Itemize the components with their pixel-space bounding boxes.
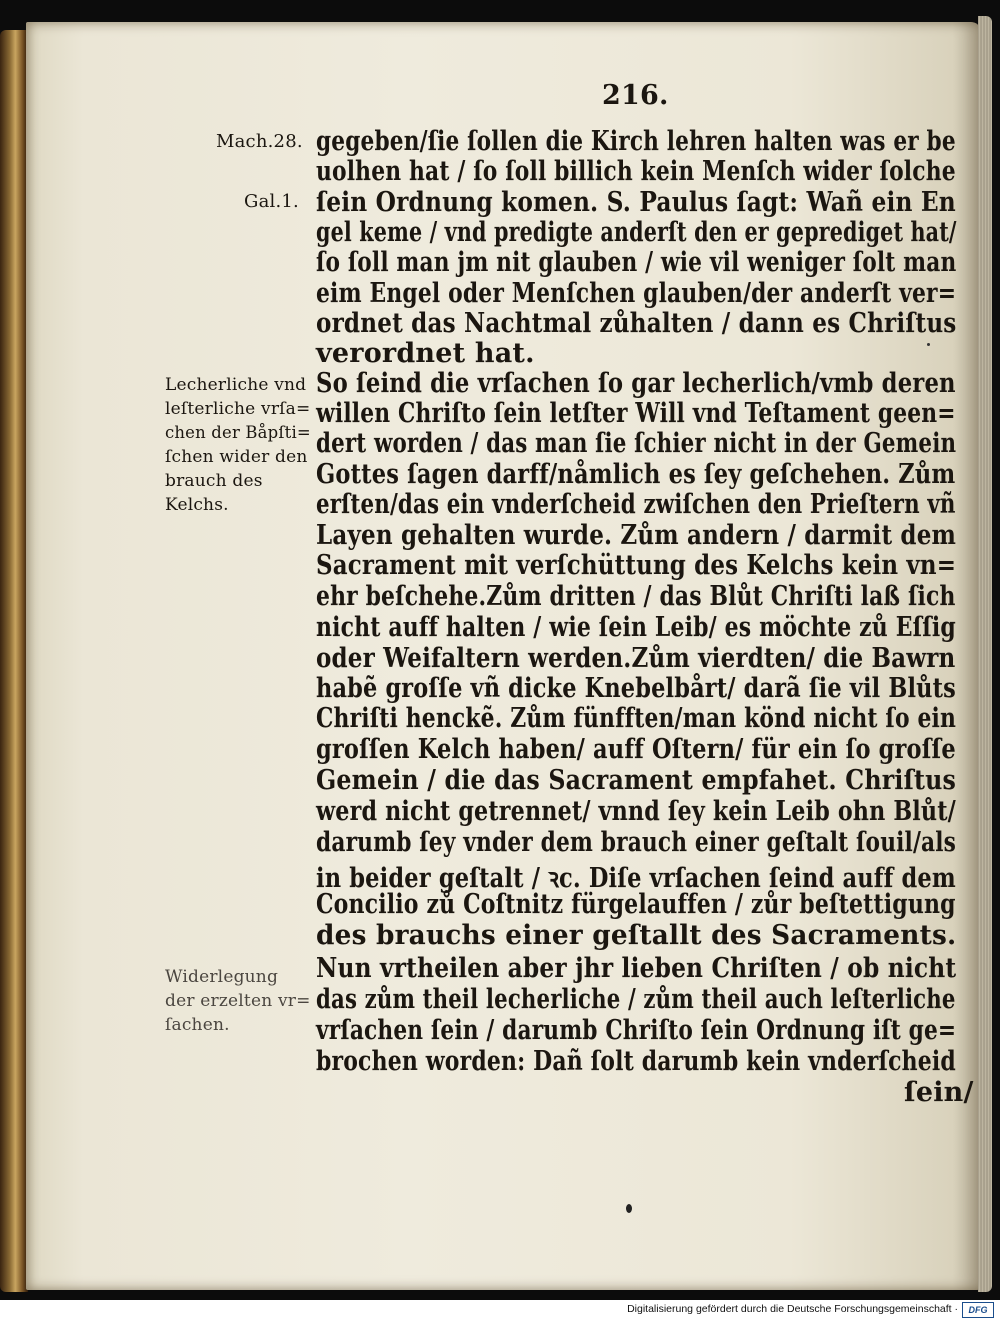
text-line: Concilio zů Coſtnitz fürgelauffen / zůr beſtettigung (316, 889, 956, 920)
margin-note-line: Kelchs. (165, 495, 229, 515)
page-ornament-mark (626, 1204, 632, 1213)
text-line: ſo ſoll man jm nit glauben / wie vil weniger ſolt man (316, 247, 957, 278)
text-line: darumb ſey vnder dem brauch einer geſtalt ſouil/als (316, 827, 957, 858)
dfg-logo-icon: DFG (962, 1302, 994, 1318)
text-line: werd nicht getrennet/ vnnd ſey kein Leib ohn Blůt/ (316, 796, 956, 827)
text-line: oder Weifaltern werden.Zům vierdten/ die Bawrn (316, 643, 956, 674)
margin-note-line: brauch des (165, 471, 263, 491)
text-line: groſſen Kelch haben/ auff Oſtern/ für ein ſo groſſe (316, 734, 956, 765)
text-line: gegeben/ſie ſollen die Kirch lehren halten was er be (316, 126, 956, 157)
book-edge (0, 30, 28, 1292)
text-line: das zům theil lecherliche / zům theil auch leſterliche (316, 984, 956, 1015)
margin-reference-matthew: Mach.28. (216, 131, 303, 152)
margin-note-line: chen der Båpſti= (165, 423, 311, 443)
text-line: Gemein / die das Sacrament empfahet. Chriſtus (316, 765, 957, 796)
text-line: Nun vrtheilen aber jhr lieben Chriſten / ob nicht (316, 953, 957, 984)
text-line: Gottes ſagen darff/nåmlich es ſey geſchehen. Zům (316, 459, 956, 490)
text-line: Sacrament mit verſchüttung des Kelchs kein vn= (316, 550, 957, 581)
footer-bar (0, 1300, 1000, 1319)
text-line: verordnet hat. (316, 338, 535, 369)
footer-funding-text: Digitalisierung gefördert durch die Deutsche Forschungsgemeinschaft · (627, 1303, 958, 1315)
catchword: ſein/ (904, 1077, 974, 1108)
margin-note-line: leſterliche vrſa= (165, 399, 311, 419)
margin-note-line: ſchen wider den (165, 447, 308, 467)
text-line: ehr beſchehe.Zům dritten / das Blůt Chriſti laß ſich (316, 581, 956, 612)
text-line: nicht auff halten / wie ſein Leib/ es möchte zů Eſſig (316, 612, 956, 643)
margin-note-line: der erzelten vr= (165, 991, 311, 1011)
margin-note-line: Widerlegung (165, 967, 279, 987)
margin-note-line: Lecherliche vnd (165, 375, 307, 395)
text-line: vrſachen ſein / darumb Chriſto ſein Ordnung iſt ge= (316, 1015, 957, 1046)
ink-speck (927, 343, 930, 346)
text-line: ſein Ordnung komen. S. Paulus ſagt: Wañ ein En (316, 187, 956, 218)
page-stack-edge (978, 16, 992, 1292)
text-line: gel keme / vnd predigte anderſt den er geprediget hat/ (316, 217, 957, 248)
text-line: brochen worden: Dañ ſolt darumb kein vnderſcheid (316, 1046, 956, 1077)
text-line: Layen gehalten wurde. Zům andern / darmit dem (316, 520, 957, 551)
margin-note-line: ſachen. (165, 1015, 230, 1035)
text-line: des brauchs einer geſtallt des Sacraments. (316, 920, 957, 951)
text-line: habẽ groſſe vñ dicke Knebelbårt/ darã ſie vil Blůts (316, 673, 956, 704)
text-line: So ſeind die vrſachen ſo gar lecherlich/vmb deren (316, 368, 956, 399)
text-line: ordnet das Nachtmal zůhalten / dann es Chriſtus (316, 308, 957, 339)
text-line: uolhen hat / ſo ſoll billich kein Menſch wider ſolche (316, 156, 956, 187)
text-line: eim Engel oder Menſchen glauben/der anderſt ver= (316, 278, 957, 309)
text-line: in beider geſtalt / ꝛc. Diſe vrſachen ſeind auff dem (316, 863, 956, 894)
text-line: willen Chriſto ſein letſter Will vnd Teſtament geen= (316, 398, 956, 429)
text-line: dert worden / das man ſie ſchier nicht in der Gemein (316, 428, 957, 459)
margin-reference-galatians: Gal.1. (244, 191, 299, 212)
text-line: Chriſti henckẽ. Zům fünfften/man könd nicht ſo ein (316, 703, 957, 734)
text-line: erſten/das ein vnderſcheid zwiſchen den Prieſtern vñ (316, 489, 956, 520)
page-number: 216. (602, 80, 669, 111)
